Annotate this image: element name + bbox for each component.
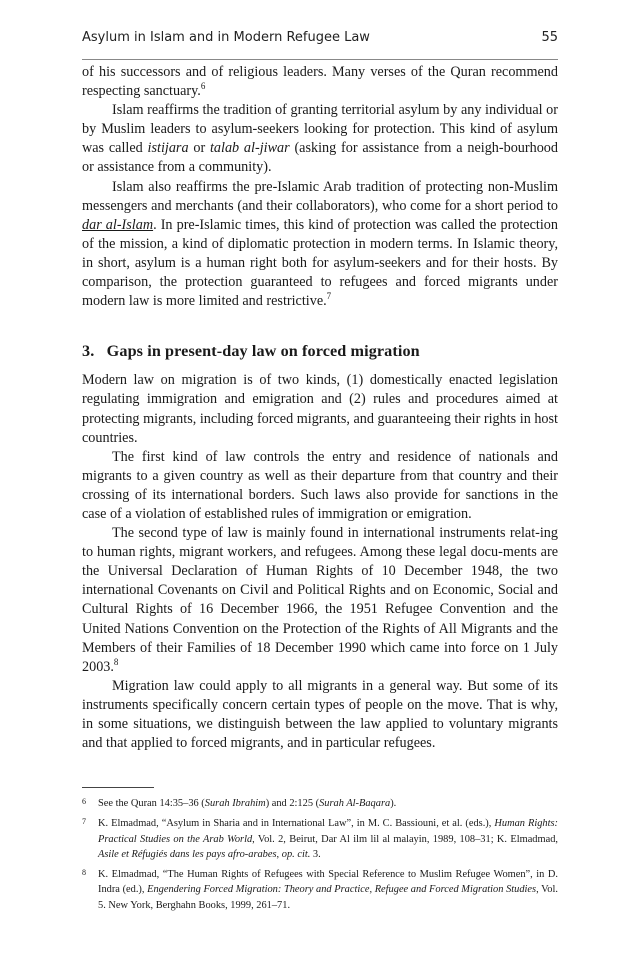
- footnote-number: 6: [82, 797, 86, 806]
- paragraph-4: Modern law on migration is of two kinds, (1) domestically enacted legislation regulating immigration and emigration and (2) rules and procedures aimed at protecting migrants, including forced migrants, and guaranteeing their rights in host countries.: [82, 372, 558, 446]
- running-header: [82, 30, 558, 52]
- footnote-7-text-d: 3.: [310, 848, 321, 860]
- term-talab-al-jiwar: talab al-jiwar: [209, 140, 290, 157]
- footnote-6-text-c: ).: [390, 798, 397, 809]
- footnote-8-text-b: , Vol. 5. New York, Berghahn Books, 1999, 261–71.: [98, 884, 558, 911]
- paragraph-6: [82, 524, 558, 677]
- paragraph-3-text-b: . In pre-Islamic times, this kind of protection was called the protection of the mission, a kind of diplomatic protection in modern terms. In Islamic theory, in short, asylum is a human right both for asylum-seekers and for their hosts. By comparison, the protection guaranteed to refugees and forced migrants under modern law is more limited and restrictive.: [82, 216, 558, 310]
- footnote-7-book-title: Human Rights: Practical Studies on the Arab World: [98, 818, 558, 845]
- running-title: Asylum in Islam and in Modern Refugee Law: [82, 30, 370, 45]
- footnote-6: [82, 796, 558, 811]
- footnotes: [82, 796, 558, 918]
- footnote-7: [82, 816, 558, 862]
- footnote-6-surah-ibrahim: Surah Ibrahim: [204, 798, 266, 809]
- footnote-7-op-cit: op. cit.: [281, 848, 311, 860]
- paragraph-7: Migration law could apply to all migrants in a general way. But some of its instruments specifically concern certain types of people on the move. That is why, in some situations, we distinguish between the law applied to voluntary migrants and that applied to forced migrants, and in particular refugees.: [82, 677, 558, 752]
- footnote-text: [98, 816, 558, 862]
- footnote-7-text-a: K. Elmadmad, “Asylum in Sharia and in International Law”, in M. C. Bassiouni, et al. (eds.),: [98, 818, 495, 830]
- footnote-ref-6[interactable]: 6: [200, 81, 206, 92]
- footnote-8-text-a: K. Elmadmad, “The Human Rights of Refugees with Special Reference to Muslim Refugee Women”, in D. Indra (ed.),: [98, 869, 558, 896]
- footnote-number: 7: [82, 817, 86, 827]
- footnote-6-text-a: See the Quran 14:35–36 (: [98, 798, 205, 809]
- footnote-7-text-c: ,: [276, 848, 282, 860]
- paragraph-1-text: of his successors and of religious leaders. Many verses of the Quran recommend respecting sanctuary.: [82, 64, 558, 100]
- footnote-7-text-b: , Vol. 2, Beirut, Dar Al ilm lil al malayin, 1989, 108–31; K. Elmadmad,: [252, 833, 558, 845]
- paragraph-2-text-c: (asking for assistance from a neigh-bourhood or assistance from a community).: [82, 140, 558, 176]
- footnote-text: [98, 796, 558, 811]
- footnote-7-asile-title: Asile et Réfugiés dans les pays afro-arabes: [98, 848, 277, 860]
- main-text: [82, 63, 558, 753]
- footnote-6-text-b: ) and 2:125 (: [265, 798, 320, 809]
- footnote-ref-8[interactable]: 8: [113, 656, 119, 667]
- paragraph-1: [82, 63, 558, 101]
- paragraph-3: [82, 178, 558, 312]
- footnote-6-surah-al-baqara: Surah Al-Baqara: [319, 798, 391, 809]
- paragraph-2-text-b: or: [188, 140, 210, 157]
- header-rule: [82, 59, 558, 60]
- footnote-ref-7[interactable]: 7: [326, 291, 332, 302]
- term-istijara: istijara: [147, 140, 189, 157]
- section-heading: 3. Gaps in present-day law on forced migration: [82, 342, 420, 361]
- term-dar-al-islam: dar al-Islam: [82, 216, 154, 233]
- footnote-8-book-title: Engendering Forced Migration: Theory and Practice, Refugee and Forced Migration Studies: [147, 884, 537, 896]
- paragraph-5: The first kind of law controls the entry and residence of nationals and migrants to a given country as well as their departure from that country and their crossing of its international borders. Such laws also provide for sanctions in the case of a violation of established rules of immigration or emigration.: [82, 448, 558, 522]
- page-number: 55: [541, 30, 558, 45]
- paragraph-2-text-a: Islam reaffirms the tradition of granting territorial asylum by any individual or by Muslim leaders to asylum-seekers looking for protection. This kind of asylum was called: [82, 102, 558, 157]
- footnote-number: 8: [82, 868, 86, 878]
- paragraph-2: [82, 101, 558, 177]
- footnote-rule: [82, 787, 154, 788]
- paragraph-6-text: The second type of law is mainly found in international instruments relat-ing to human rights, migrant workers, and refugees. Among these legal docu-ments are the Universal Declaration of Human Rights of 10 December 1948, the two international Covenants on Civil and Political Rights and on Economic, Social and Cultural Rights of 16 December 1966, the 1951 Refugee Convention and the United Nations Convention on the Protection of the Rights of All Migrants and the Members of their Families of 18 December 1990 which came into force on 1 July 2003.: [82, 525, 558, 675]
- footnote-8: [82, 867, 558, 913]
- paragraph-3-text-a: Islam also reaffirms the pre-Islamic Arab tradition of protecting non-Muslim messengers and merchants (and their collaborators), who come for a short period to: [82, 178, 558, 214]
- footnote-text: [98, 867, 558, 913]
